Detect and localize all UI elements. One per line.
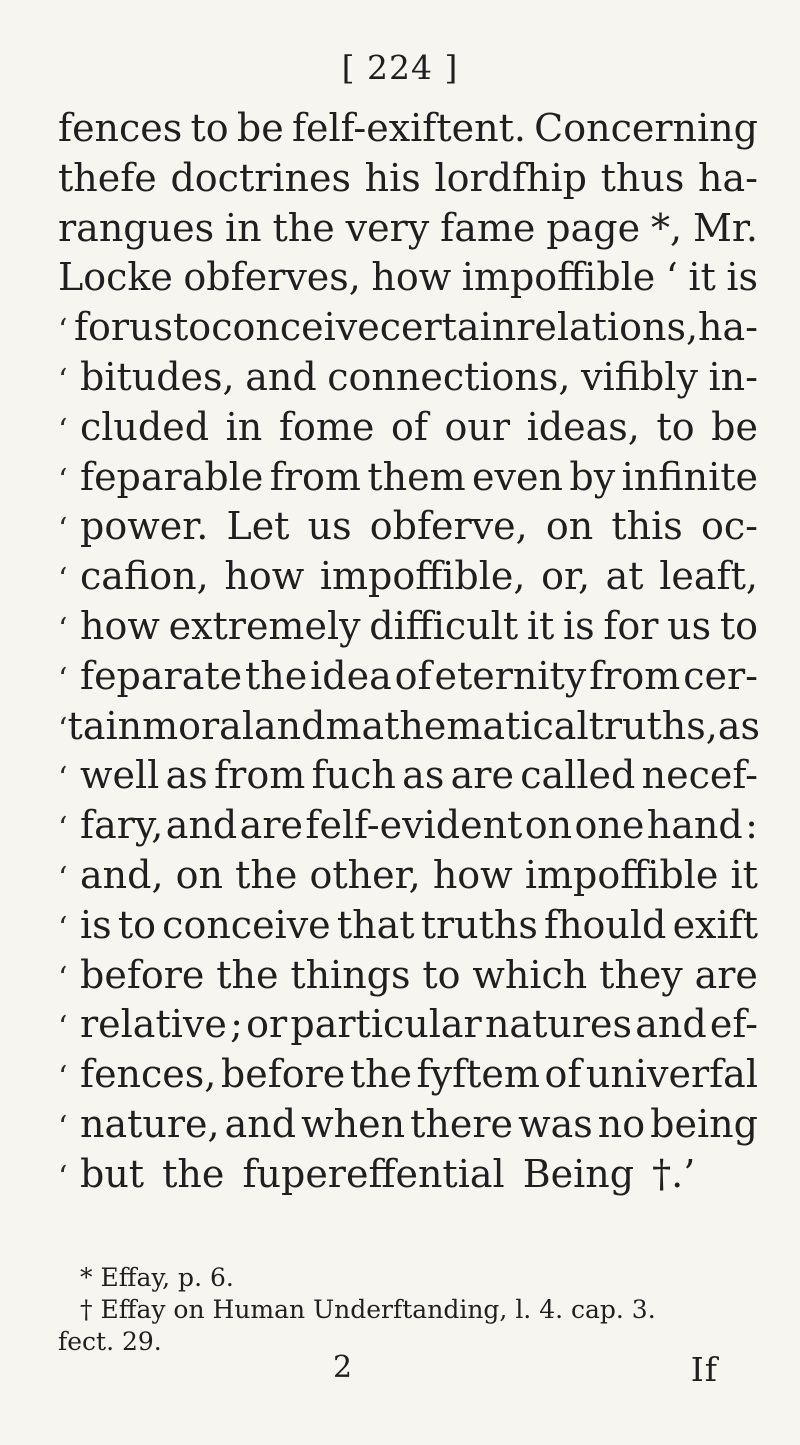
word: before: [80, 952, 205, 997]
line-text: [80, 552, 758, 602]
text-line: [58, 204, 758, 254]
text-line: [58, 951, 758, 1001]
word: the: [272, 205, 335, 250]
word: which: [472, 952, 588, 997]
quote-mark: ‘: [58, 611, 68, 647]
word: extremely: [168, 603, 361, 648]
word: and: [254, 703, 326, 748]
word: be: [711, 404, 758, 449]
text-line: [58, 702, 758, 752]
word: is: [726, 255, 758, 300]
line-text: [80, 453, 758, 503]
word: in-: [708, 354, 758, 399]
word: be: [236, 106, 284, 150]
quote-mark: ‘: [58, 313, 68, 349]
body-text: [58, 104, 758, 1200]
quote-mark: ‘: [58, 1109, 68, 1145]
word: for: [603, 603, 659, 648]
word: ef-: [709, 1002, 758, 1047]
word: exift: [672, 902, 758, 947]
word: thefe: [58, 155, 157, 200]
quote-mark: ‘: [58, 1159, 68, 1195]
word: conceive: [211, 305, 380, 350]
word: as: [717, 703, 760, 748]
word: infinite: [621, 454, 758, 499]
word: cluded: [80, 404, 210, 449]
line-text: [58, 154, 758, 204]
quote-mark: ‘: [58, 1060, 68, 1096]
word: that: [336, 902, 415, 947]
word: and: [165, 803, 238, 848]
text-line: [58, 253, 758, 303]
word: how: [371, 255, 452, 300]
word: it: [526, 603, 555, 648]
line-text: [80, 1050, 758, 1100]
text-line: [58, 901, 758, 951]
signature-mark: 2: [333, 1350, 353, 1385]
word: other,: [309, 852, 421, 897]
word: on: [175, 852, 224, 897]
text-line: [58, 1100, 758, 1150]
word: connections,: [327, 354, 571, 399]
quote-mark: ‘: [58, 1010, 68, 1046]
word: in: [225, 404, 263, 449]
word: to: [117, 902, 156, 947]
word: was: [518, 1101, 593, 1146]
word: vifibly: [581, 354, 698, 399]
word: impoffible: [461, 255, 656, 300]
word: moral: [142, 703, 254, 748]
word: truths: [420, 902, 538, 947]
word: or: [246, 1002, 288, 1047]
word: on: [524, 803, 573, 848]
footnotes: [58, 1262, 758, 1358]
text-line: [58, 652, 758, 702]
word: to: [422, 952, 461, 997]
word: relations,: [516, 305, 699, 350]
word: things: [290, 952, 411, 997]
word: relative: [80, 1002, 227, 1047]
line-text: [80, 1100, 758, 1150]
word: conceive: [162, 902, 331, 947]
text-line: [58, 403, 758, 453]
word: the: [235, 852, 298, 897]
word: from: [269, 454, 361, 499]
word: impoffible,: [319, 554, 526, 599]
word: ideas,: [526, 404, 640, 449]
line-text: [80, 602, 758, 652]
word: when: [301, 1101, 406, 1146]
line-text: [80, 403, 758, 453]
word: fame: [440, 205, 536, 250]
line-text: [80, 1000, 758, 1050]
word: to: [190, 106, 229, 150]
word: they: [599, 952, 683, 997]
word: ‘: [665, 255, 678, 300]
word: how: [80, 603, 160, 648]
word: for: [73, 305, 130, 350]
word: truths,: [588, 703, 718, 748]
text-line: [58, 552, 758, 602]
text-line: [58, 851, 758, 901]
word: of: [390, 404, 428, 449]
word: to: [656, 404, 695, 449]
word: the: [349, 1052, 413, 1097]
quote-mark: ‘: [58, 960, 68, 996]
word: Let: [226, 504, 290, 549]
word: us: [129, 305, 174, 350]
line-text: [74, 303, 758, 353]
word: on: [545, 504, 594, 549]
word: Mr.: [692, 205, 758, 250]
text-line: [58, 154, 758, 204]
word: ha-: [698, 155, 758, 200]
word: of: [544, 1052, 582, 1097]
word: us: [667, 603, 712, 648]
text-line: [58, 453, 758, 503]
word: fuch: [311, 753, 396, 798]
word: to: [719, 603, 758, 648]
word: ;: [230, 1002, 243, 1047]
word: necef-: [641, 753, 758, 798]
quote-mark: ‘: [58, 761, 68, 797]
text-line: [58, 801, 758, 851]
line-text: [68, 702, 760, 752]
line-text: [58, 204, 758, 254]
word: as: [402, 753, 445, 798]
word: to: [173, 305, 212, 350]
word: it: [730, 852, 758, 897]
word: his: [364, 155, 421, 200]
word: lordfhip: [434, 155, 587, 200]
word: are: [450, 753, 514, 798]
footnote: * Effay, p. 6.: [80, 1263, 234, 1292]
text-line: [58, 104, 758, 154]
quote-mark: ‘: [58, 462, 68, 498]
word: being: [650, 1101, 758, 1146]
word: this: [611, 504, 683, 549]
word: difficult: [369, 603, 519, 648]
line-text: [80, 353, 758, 403]
word: cafion,: [80, 554, 209, 599]
quote-mark: ‘: [58, 711, 68, 747]
word: doctrines: [170, 155, 351, 200]
word: *,: [650, 205, 683, 250]
word: the: [216, 952, 279, 997]
word: eternity: [434, 653, 587, 698]
word: and: [224, 1101, 297, 1146]
word: is: [80, 902, 112, 947]
word: impoffible: [524, 852, 719, 897]
word: feparate: [80, 653, 243, 698]
word: leaft,: [659, 554, 758, 599]
line-text: [58, 104, 758, 154]
word: particular: [290, 1002, 482, 1047]
line-text: [80, 801, 758, 851]
word: before: [220, 1052, 346, 1097]
quote-mark: ‘: [58, 811, 68, 847]
footnote: † Effay on Human Underftanding, l. 4. cap. 3.: [80, 1295, 656, 1324]
word: feparable: [80, 454, 264, 499]
word: bitudes,: [80, 354, 235, 399]
footnote-continuation: fect. 29.: [58, 1327, 162, 1356]
word: natures: [484, 1002, 632, 1047]
word: fences,: [80, 1052, 217, 1097]
line-text: [80, 951, 758, 1001]
word: in: [224, 205, 262, 250]
word: the: [245, 653, 308, 698]
word: are: [694, 952, 758, 997]
word: by: [569, 454, 616, 499]
word: obferve,: [369, 504, 528, 549]
word: fences: [58, 106, 183, 150]
word: page: [546, 205, 641, 250]
word: very: [345, 205, 430, 250]
word: idea: [310, 653, 392, 698]
word: Locke: [58, 255, 173, 300]
text-line: [58, 1050, 758, 1100]
word: it: [688, 255, 716, 300]
word: at: [605, 554, 644, 599]
word: thus: [600, 155, 685, 200]
word: is: [562, 603, 595, 648]
word: fhould: [544, 902, 667, 947]
word: felf-exiftent.: [291, 106, 526, 150]
text-line: [58, 751, 758, 801]
word: called: [520, 753, 636, 798]
word: are: [239, 803, 303, 848]
word: hand: [646, 803, 743, 848]
word: how: [224, 554, 305, 599]
word: them: [367, 454, 466, 499]
word: :: [745, 803, 758, 848]
word: mathematical: [325, 703, 589, 748]
text-line: [58, 1150, 758, 1200]
word: ha-: [698, 305, 758, 350]
line-text: [80, 502, 758, 552]
quote-mark: ‘: [58, 860, 68, 896]
word: certain: [379, 305, 517, 350]
page-number-header: [ 224 ]: [341, 48, 459, 87]
word: even: [472, 454, 563, 499]
line-text: [80, 751, 758, 801]
text-line: [58, 1000, 758, 1050]
quote-mark: ‘: [58, 362, 68, 398]
word: fyftem: [416, 1052, 540, 1097]
text-line: [58, 602, 758, 652]
word: from: [589, 653, 681, 698]
word: tain: [67, 703, 143, 748]
line-text: [58, 253, 758, 303]
word: felf-evident: [305, 803, 523, 848]
word: as: [165, 753, 208, 798]
page-footer: [58, 1350, 758, 1400]
word: and: [245, 354, 317, 399]
word: no: [597, 1101, 646, 1146]
quote-mark: ‘: [58, 910, 68, 946]
text-line: [58, 303, 758, 353]
word: cer-: [683, 653, 758, 698]
word: one: [574, 803, 645, 848]
word: our: [444, 404, 511, 449]
word: oc-: [700, 504, 758, 549]
word: nature,: [80, 1101, 220, 1146]
word: univerfal: [585, 1052, 758, 1097]
word: there: [410, 1101, 514, 1146]
word: rangues: [58, 205, 215, 250]
word: fome: [278, 404, 375, 449]
word: or,: [541, 554, 591, 599]
line-text: [80, 652, 758, 702]
quote-mark: ‘: [58, 512, 68, 548]
word: us: [307, 504, 352, 549]
word: well: [80, 753, 160, 798]
word: of: [394, 653, 432, 698]
quote-mark: ‘: [58, 661, 68, 697]
word: Concerning: [534, 106, 758, 150]
line-text: [80, 851, 758, 901]
word: and,: [80, 852, 164, 897]
word: power.: [80, 504, 209, 549]
catchword: If: [690, 1350, 718, 1389]
word: and: [635, 1002, 707, 1047]
line-text: but the fupereffential Being †.’: [80, 1151, 696, 1196]
line-text: [80, 901, 758, 951]
text-line: [58, 353, 758, 403]
quote-mark: ‘: [58, 562, 68, 598]
word: obferves,: [183, 255, 361, 300]
text-line: [58, 502, 758, 552]
word: from: [214, 753, 306, 798]
quote-mark: ‘: [58, 412, 68, 448]
word: how: [432, 852, 513, 897]
word: fary,: [80, 803, 164, 848]
